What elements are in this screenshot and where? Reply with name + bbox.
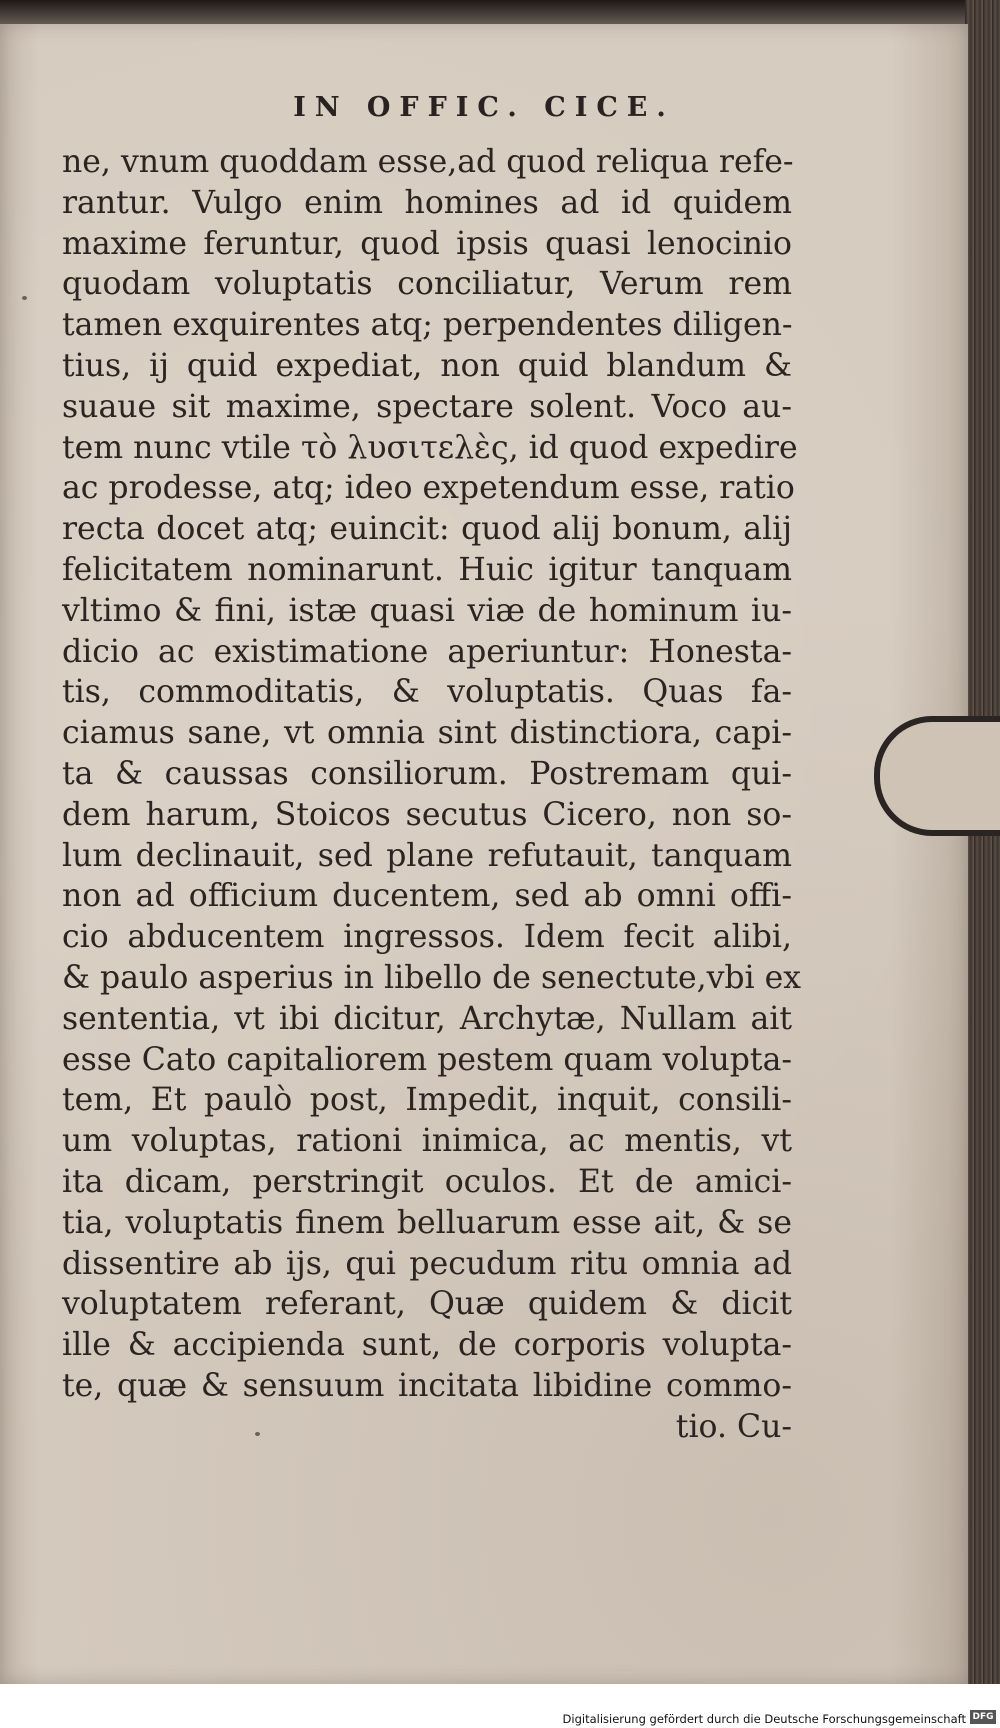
text-line: tius, ij quid expediat, non quid blandum & xyxy=(62,347,792,384)
running-head: IN OFFIC. CICE. xyxy=(293,92,675,123)
text-line: lum declinauit, sed plane refutauit, tanquam xyxy=(62,837,792,874)
text-line: & paulo asperius in libello de senectute,vbi ex xyxy=(62,959,802,996)
text-line: maxime feruntur, quod ipsis quasi lenocinio xyxy=(62,225,792,262)
text-line: um voluptas, rationi inimica, ac mentis, vt xyxy=(62,1123,792,1160)
text-line: tem, Et paulò post, Impedit, inquit, consili- xyxy=(62,1082,792,1119)
text-line: cio abducentem ingressos. Idem fecit alibi, xyxy=(62,919,792,956)
text-line: dem harum, Stoicos secutus Cicero, non so- xyxy=(62,796,792,833)
text-line: ac prodesse, atq; ideo expetendum esse, ratio xyxy=(62,470,795,507)
text-line: tamen exquirentes atq; perpendentes diligen- xyxy=(62,307,793,344)
book-fore-edge xyxy=(965,0,1000,1728)
text-line: ne, vnum quoddam esse,ad quod reliqua refe- xyxy=(62,144,794,180)
text-line: rantur. Vulgo enim homines ad id quidem xyxy=(62,184,792,221)
text-line: dissentire ab ijs, qui pecudum ritu omnia ad xyxy=(62,1245,792,1282)
text-line: tia, voluptatis finem belluarum esse ait, & se xyxy=(62,1204,792,1241)
text-line: sententia, vt ibi dicitur, Archytæ, Nullam ait xyxy=(62,1000,792,1037)
text-line: suaue sit maxime, spectare solent. Voco au- xyxy=(62,388,792,425)
text-line: esse Cato capitaliorem pestem quam volupta- xyxy=(62,1041,792,1078)
text-line: tem nunc vtile τὸ λυσιτελὲς, id quod expedire xyxy=(62,429,798,466)
text-line: quodam voluptatis conciliatur, Verum rem xyxy=(62,266,792,303)
text-line: ta & caussas consiliorum. Postremam qui- xyxy=(62,755,792,792)
text-line: vltimo & fini, istæ quasi viæ de hominum iu- xyxy=(62,592,792,629)
text-line: tis, commoditatis, & voluptatis. Quas fa- xyxy=(62,674,792,711)
book-clasp xyxy=(874,716,1000,836)
book-top-edge xyxy=(0,0,1000,26)
text-line: felicitatem nominarunt. Huic igitur tanquam xyxy=(62,551,792,588)
paper-speck xyxy=(22,296,27,300)
text-line: ille & accipienda sunt, de corporis volupta- xyxy=(62,1327,792,1364)
text-line: ciamus sane, vt omnia sint distinctiora, capi- xyxy=(62,715,792,752)
dfg-logo: DFG xyxy=(970,1710,996,1724)
text-line: te, quæ & sensuum incitata libidine commo- xyxy=(62,1367,792,1404)
body-text xyxy=(62,142,802,1448)
text-line: dicio ac existimatione aperiuntur: Honesta- xyxy=(62,633,792,670)
text-line: ita dicam, perstringit oculos. Et de amici- xyxy=(62,1163,792,1200)
footer-credit: Digitalisierung gefördert durch die Deutsche Forschungsgemeinschaft xyxy=(562,1712,966,1726)
text-line: voluptatem referant, Quæ quidem & dicit xyxy=(62,1286,792,1323)
text-line: recta docet atq; euincit: quod alij bonum, alij xyxy=(62,511,792,548)
catchword: tio. Cu- xyxy=(675,1408,792,1445)
text-line: non ad officium ducentem, sed ab omni offi- xyxy=(62,878,792,915)
